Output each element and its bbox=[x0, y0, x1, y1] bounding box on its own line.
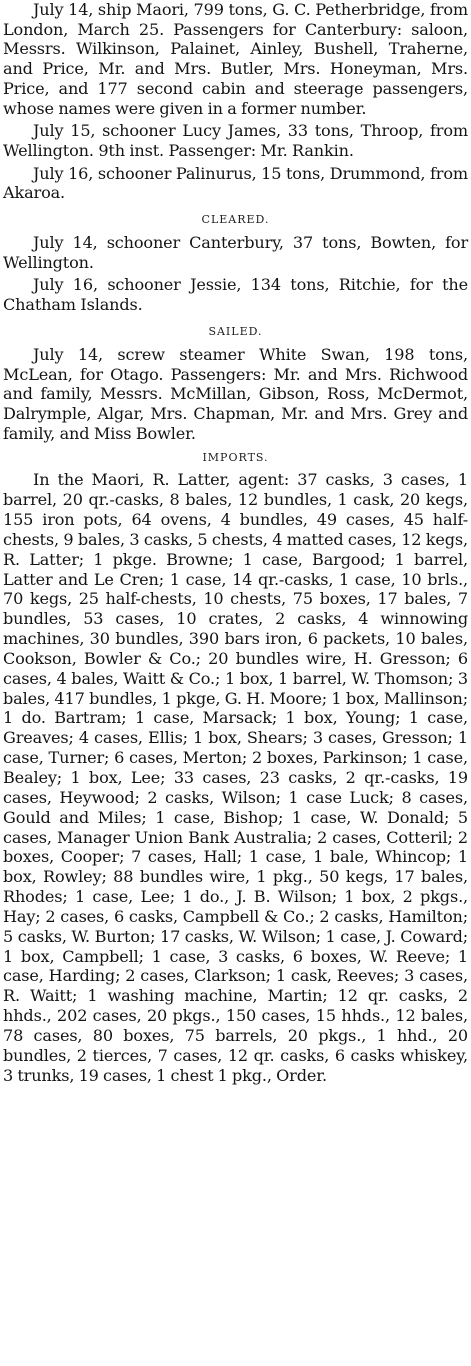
arrival-entry-palinurus: July 16, schooner Palinurus, 15 tons, Drummond, from Akaroa. bbox=[3, 163, 468, 203]
arrival-entry-maori: July 14, ship Maori, 799 tons, G. C. Petherbridge, from London, March 25. Passengers for Canterbury: saloon, Messrs. Wilkinson, Palainet, Ainley, Bushell, Traherne, and Price, Mr. and Mrs. Butler, Mrs. Honeyman, Mrs. Price, and 177 second cabin and steerage passengers, whose names were given in a former number. bbox=[3, 0, 468, 118]
sailed-entry-white-swan: July 14, screw steamer White Swan, 198 tons, McLean, for Otago. Passengers: Mr. and Mrs. Richwood and family, Messrs. McMillan, Gibson, Ross, McDermot, Dalrymple, Algar, Mrs. Chapman, Mr. and Mrs. Grey and family, and Miss Bowler. bbox=[3, 344, 468, 443]
cleared-entry-jessie: July 16, schooner Jessie, 134 tons, Ritchie, for the Chatham Islands. bbox=[3, 275, 468, 315]
section-heading-sailed: SAILED. bbox=[208, 324, 263, 338]
arrival-entry-lucy-james: July 15, schooner Lucy James, 33 tons, Throop, from Wellington. 9th inst. Passenger: Mr. Rankin. bbox=[3, 121, 468, 160]
section-heading-cleared: CLEARED. bbox=[201, 213, 270, 227]
cleared-entry-canterbury: July 14, schooner Canterbury, 37 tons, Bowten, for Wellington. bbox=[3, 233, 468, 272]
section-heading-imports: IMPORTS. bbox=[202, 451, 269, 465]
imports-list: In the Maori, R. Latter, agent: 37 casks, 3 cases, 1 barrel, 20 qr.-casks, 8 bales, 12 bundles, 1 cask, 20 kegs, 155 iron pots, 64 ovens, 4 bundles, 49 cases, 45 half-chests, 9 bales, 3 casks, 5 chests, 4 matted cases, 12 kegs, R. Latter; 1 pkge. Browne; 1 case, Bargood; 1 barrel, Latter and Le Cren; 1 case, 14 qr.-casks, 1 case, 10 brls., 70 kegs, 25 half-chests, 10 chests, 75 boxes, 17 bales, 7 bundles, 53 cases, 10 crates, 2 casks, 4 winnowing machines, 30 bundles, 390 bars iron, 6 packets, 10 bales, Cookson, Bowler & Co.; 20 bundles wire, H. Gresson; 6 cases, 4 bales, Waitt & Co.; 1 box, 1 barrel, W. Thomson; 3 bales, 417 bundles, 1 pkge, G. H. Moore; 1 box, Mallinson; 1 do. Bartram; 1 case, Marsack; 1 box, Young; 1 case, Greaves; 4 cases, Ellis; 1 box, Shears; 3 cases, Gresson; 1 case, Turner; 6 cases, Merton; 2 boxes, Parkinson; 1 case, Bealey; 1 box, Lee; 33 cases, 23 casks, 2 qr.-casks, 19 cases, Heywood; 2 casks, Wilson; 1 case Luck; 8 cases, Gould and Miles; 1 case, Bishop; 1 case, W. Donald; 5 cases, Manager Union Bank Australia; 2 cases, Cotteril; 2 boxes, Cooper; 7 cases, Hall; 1 case, 1 bale, Whincop; 1 box, Rowley; 88 bundles wire, 1 pkg., 50 kegs, 17 bales, Rhodes; 1 case, Lee; 1 do., J. B. Wilson; 1 box, 2 pkgs., Hay; 2 cases, 6 casks, Campbell & Co.; 2 casks, Hamilton; 5 casks, W. Burton; 17 casks, W. Wilson; 1 case, J. Coward; 1 box, Campbell; 1 case, 3 casks, 6 boxes, W. Reeve; 1 case, Harding; 2 cases, Clarkson; 1 cask, Reeves; 3 cases, R. Waitt; 1 washing machine, Martin; 12 qr. casks, 2 hhds., 202 cases, 20 pkgs., 150 cases, 15 hhds., 12 bales, 78 cases, 80 boxes, 75 barrels, 20 pkgs., 1 hhd., 20 bundles, 2 tierces, 7 cases, 12 qr. casks, 6 casks whiskey, 3 trunks, 19 cases, 1 chest 1 pkg., Order. bbox=[3, 470, 468, 1085]
